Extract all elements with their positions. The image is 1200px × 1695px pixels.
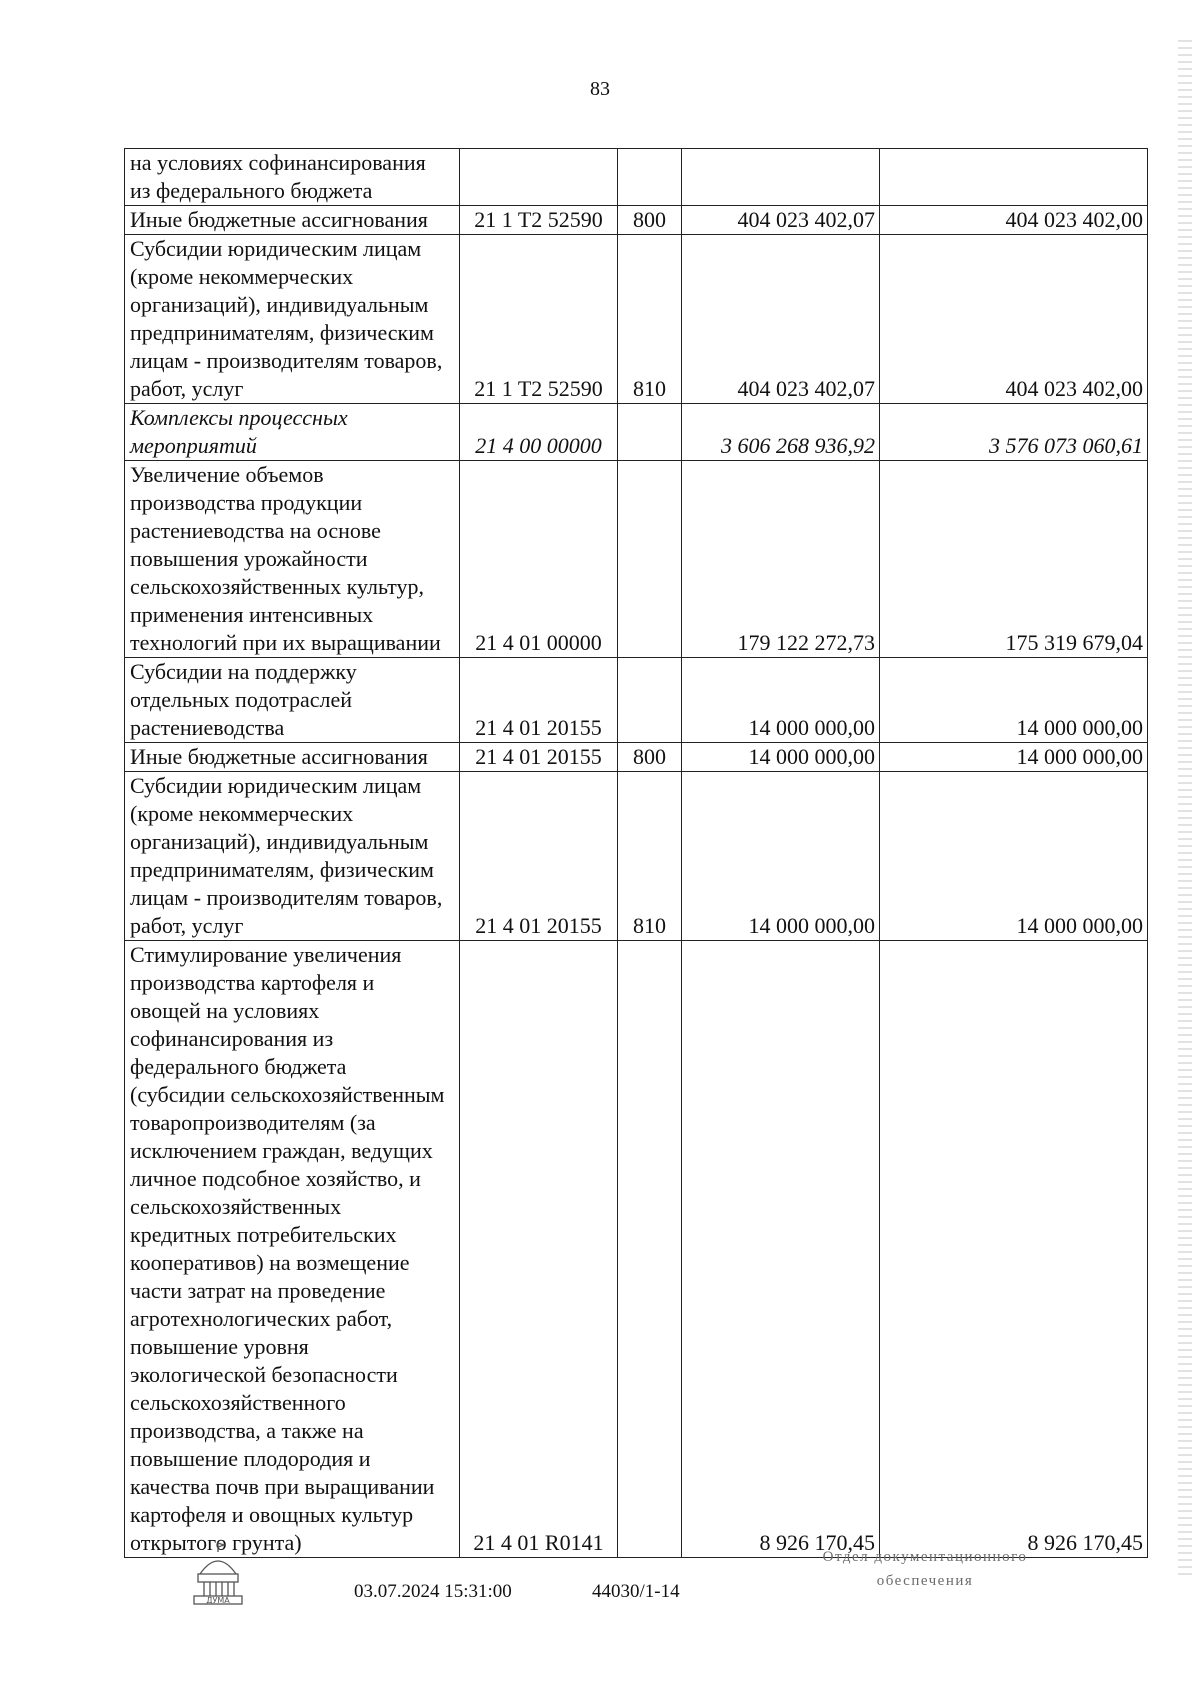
row-name-cell: Комплексы процессных мероприятий bbox=[125, 404, 460, 461]
row-code-cell: 21 1 T2 52590 bbox=[460, 235, 618, 404]
row-name-cell: Иные бюджетные ассигнования bbox=[125, 743, 460, 772]
row-expense-type-cell: 800 bbox=[618, 206, 682, 235]
row-amount-2024-cell: 14 000 000,00 bbox=[682, 743, 880, 772]
table-row bbox=[125, 658, 1148, 743]
row-expense-type-cell bbox=[618, 461, 682, 658]
row-expense-type-cell: 810 bbox=[618, 235, 682, 404]
row-name-cell: Стимулирование увеличения производства картофеля и овощей на условиях софинансирования из федерального бюджета (субсидии сельскохозяйственным товаропроизводителям (за исключением граждан, ведущих личное подсобное хозяйство, и сельскохозяйственных кредитных потребительских кооперативов) на возмещение части затрат на проведение агротехнологических работ, повышение уровня экологической безопасности сельскохозяйственного производства, а также на повышение плодородия и качества почв при выращивании картофеля и овощных культур открытого грунта) bbox=[125, 941, 460, 1558]
table-row bbox=[125, 404, 1148, 461]
row-code-cell: 21 1 T2 52590 bbox=[460, 206, 618, 235]
row-amount-executed-cell: 8 926 170,45 bbox=[880, 941, 1148, 1558]
row-amount-executed-cell: 14 000 000,00 bbox=[880, 772, 1148, 941]
budget-table-body bbox=[125, 149, 1148, 1558]
table-row bbox=[125, 772, 1148, 941]
table-row bbox=[125, 941, 1148, 1558]
row-code-cell: 21 4 00 00000 bbox=[460, 404, 618, 461]
row-amount-executed-cell: 404 023 402,00 bbox=[880, 235, 1148, 404]
row-expense-type-cell bbox=[618, 404, 682, 461]
table-row bbox=[125, 206, 1148, 235]
row-name-cell: Субсидии юридическим лицам (кроме некоммерческих организаций), индивидуальным предпринимателям, физическим лицам - производителям товаров, работ, услуг bbox=[125, 235, 460, 404]
row-amount-2024-cell: 14 000 000,00 bbox=[682, 658, 880, 743]
row-name-cell: Увеличение объемов производства продукции растениеводства на основе повышения урожайности сельскохозяйственных культур, применения интенсивных технологий при их выращивании bbox=[125, 461, 460, 658]
row-amount-2024-cell: 404 023 402,07 bbox=[682, 206, 880, 235]
row-code-cell: 21 4 01 00000 bbox=[460, 461, 618, 658]
row-code-cell: 21 4 01 20155 bbox=[460, 743, 618, 772]
row-amount-executed-cell: 14 000 000,00 bbox=[880, 658, 1148, 743]
row-amount-executed-cell: 14 000 000,00 bbox=[880, 743, 1148, 772]
row-code-cell: 21 4 01 R0141 bbox=[460, 941, 618, 1558]
row-code-cell: 21 4 01 20155 bbox=[460, 658, 618, 743]
row-code-cell: 21 4 01 20155 bbox=[460, 772, 618, 941]
table-row bbox=[125, 461, 1148, 658]
row-expense-type-cell bbox=[618, 658, 682, 743]
row-name-cell: на условиях софинансирования из федерального бюджета bbox=[125, 149, 460, 206]
row-amount-executed-cell bbox=[880, 149, 1148, 206]
table-row bbox=[125, 743, 1148, 772]
department-stamp bbox=[780, 1545, 1070, 1593]
page-number: 83 bbox=[590, 78, 610, 100]
row-name-cell: Иные бюджетные ассигнования bbox=[125, 206, 460, 235]
row-amount-2024-cell: 179 122 272,73 bbox=[682, 461, 880, 658]
row-amount-executed-cell: 3 576 073 060,61 bbox=[880, 404, 1148, 461]
footer-datetime: 03.07.2024 15:31:00 bbox=[354, 1581, 512, 1602]
row-code-cell bbox=[460, 149, 618, 206]
stamp-line-1: Отдел документационного bbox=[822, 1549, 1028, 1565]
row-name-cell: Субсидии юридическим лицам (кроме некоммерческих организаций), индивидуальным предпринимателям, физическим лицам - производителям товаров, работ, услуг bbox=[125, 772, 460, 941]
row-amount-2024-cell bbox=[682, 149, 880, 206]
scan-edge-marks bbox=[1178, 40, 1192, 1580]
row-amount-2024-cell: 8 926 170,45 bbox=[682, 941, 880, 1558]
row-amount-executed-cell: 404 023 402,00 bbox=[880, 206, 1148, 235]
row-expense-type-cell: 810 bbox=[618, 772, 682, 941]
row-amount-executed-cell: 175 319 679,04 bbox=[880, 461, 1148, 658]
table-row bbox=[125, 149, 1148, 206]
budget-table bbox=[124, 148, 1148, 1558]
row-name-cell: Субсидии на поддержку отдельных подотраслей растениеводства bbox=[125, 658, 460, 743]
row-amount-2024-cell: 404 023 402,07 bbox=[682, 235, 880, 404]
row-expense-type-cell: 800 bbox=[618, 743, 682, 772]
duma-logo-icon bbox=[188, 1540, 248, 1612]
footer-doc-number: 44030/1-14 bbox=[592, 1581, 680, 1602]
logo-text: ДУМА bbox=[206, 1596, 230, 1605]
row-amount-2024-cell: 3 606 268 936,92 bbox=[682, 404, 880, 461]
row-amount-2024-cell: 14 000 000,00 bbox=[682, 772, 880, 941]
row-expense-type-cell bbox=[618, 941, 682, 1558]
row-expense-type-cell bbox=[618, 149, 682, 206]
stamp-line-2: обеспечения bbox=[876, 1573, 974, 1589]
table-row bbox=[125, 235, 1148, 404]
